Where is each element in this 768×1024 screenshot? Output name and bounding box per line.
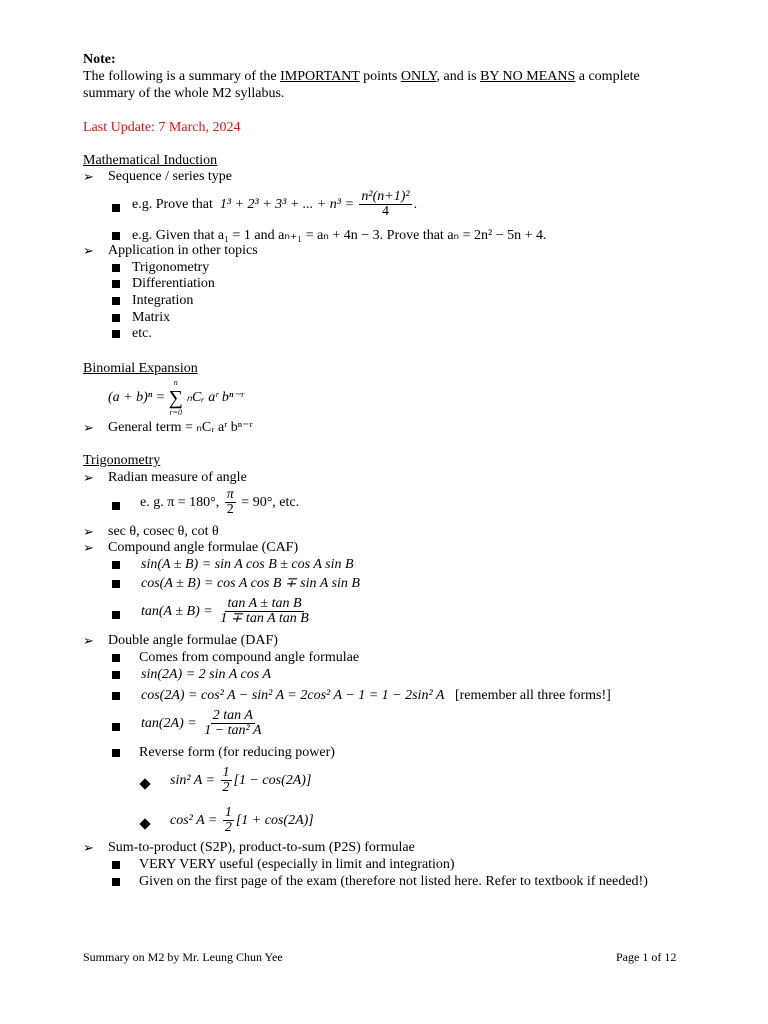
daf-source: Comes from compound angle formulae	[139, 650, 360, 665]
s2p-note-1: VERY VERY useful (especially in limit and integration)	[139, 857, 455, 872]
arrow-bullet-icon: ➢	[83, 524, 94, 539]
section-heading-trig: Trigonometry	[83, 453, 161, 468]
reverse-sin: sin² A = $\frac{1}{2}$ [1 − cos(2A)]	[170, 765, 312, 796]
square-bullet-icon	[112, 314, 120, 322]
square-bullet-icon	[112, 749, 120, 757]
footer-page-number: Page 1 of 12	[616, 950, 677, 964]
daf-cos: cos(2A) = cos² A − sin² A = 2cos² A − 1 = 1 − 2sin² A [remember all three forms!]	[141, 688, 611, 703]
square-bullet-icon	[112, 280, 120, 288]
caf-sin: sin(A ± B) = sin A cos B ± cos A sin B	[141, 557, 354, 572]
trig-s2p: Sum-to-product (S2P), product-to-sum (P2S) formulae	[108, 840, 415, 855]
arrow-bullet-icon: ➢	[83, 420, 94, 435]
arrow-bullet-icon: ➢	[83, 540, 94, 555]
topic-item: Trigonometry	[132, 260, 210, 275]
square-bullet-icon	[112, 561, 120, 569]
topic-item: Integration	[132, 293, 194, 308]
square-bullet-icon	[112, 502, 120, 510]
note-line-2: summary of the whole M2 syllabus.	[83, 86, 285, 101]
arrow-bullet-icon: ➢	[83, 169, 94, 184]
daf-tan: tan(2A) = $\frac{\text{2 tan A}}{\text{1 − tan² A}}$	[141, 708, 262, 739]
square-bullet-icon	[112, 264, 120, 272]
topic-item: Differentiation	[132, 276, 215, 291]
square-bullet-icon	[112, 330, 120, 338]
square-bullet-icon	[112, 297, 120, 305]
diamond-bullet-icon	[139, 778, 150, 789]
square-bullet-icon	[112, 232, 120, 240]
diamond-bullet-icon	[139, 818, 150, 829]
daf-sin: sin(2A) = 2 sin A cos A	[141, 667, 272, 682]
trig-reciprocal: sec θ, cosec θ, cot θ	[108, 524, 219, 539]
square-bullet-icon	[112, 723, 120, 731]
square-bullet-icon	[112, 692, 120, 700]
square-bullet-icon	[112, 204, 120, 212]
square-bullet-icon	[112, 671, 120, 679]
caf-tan: tan(A ± B) = $\frac{\text{tan A ± tan B}}{\text{1 ∓ tan A tan B}}$	[141, 596, 309, 627]
square-bullet-icon	[112, 654, 120, 662]
square-bullet-icon	[112, 878, 120, 886]
induction-application: Application in other topics	[108, 243, 258, 258]
arrow-bullet-icon: ➢	[83, 633, 94, 648]
caf-cos: cos(A ± B) = cos A cos B ∓ sin A sin B	[141, 576, 360, 591]
trig-radian: Radian measure of angle	[108, 470, 247, 485]
square-bullet-icon	[112, 611, 120, 619]
topic-item: Matrix	[132, 310, 171, 325]
induction-seq: Sequence / series type	[108, 169, 233, 184]
radian-example: e. g. π = 180°, $\frac{\pi}{2}$ = 90°, etc.	[140, 487, 300, 518]
note-heading: Note:	[83, 52, 116, 67]
binomial-formula: (a + b)ⁿ = n ∑ r=0 ₙCᵣ aʳ bⁿ⁻ʳ	[108, 378, 244, 417]
footer-author: Summary on M2 by Mr. Leung Chun Yee	[83, 950, 283, 964]
square-bullet-icon	[112, 861, 120, 869]
arrow-bullet-icon: ➢	[83, 243, 94, 258]
induction-example-1: e.g. Prove that 1³ + 2³ + 3³ + ... + n³ = $\frac{\text{n²(n+1)²}}{4}$ .	[132, 189, 418, 220]
arrow-bullet-icon: ➢	[83, 470, 94, 485]
reverse-cos: cos² A = $\frac{1}{2}$ [1 + cos(2A)]	[170, 805, 314, 836]
binomial-general-term: General term = ₙCᵣ aʳ bⁿ⁻ʳ	[108, 420, 253, 435]
note-line-1: The following is a summary of the IMPORTANT points ONLY, and is BY NO MEANS a complete	[83, 69, 640, 84]
topic-item: etc.	[132, 326, 152, 341]
s2p-note-2: Given on the first page of the exam (therefore not listed here. Refer to textbook if needed!)	[139, 874, 648, 889]
last-update: Last Update: 7 March, 2024	[83, 120, 241, 135]
trig-daf: Double angle formulae (DAF)	[108, 633, 278, 648]
section-heading-binomial: Binomial Expansion	[83, 361, 198, 376]
trig-caf: Compound angle formulae (CAF)	[108, 540, 299, 555]
reverse-form: Reverse form (for reducing power)	[139, 745, 335, 760]
section-heading-induction: Mathematical Induction	[83, 153, 218, 168]
arrow-bullet-icon: ➢	[83, 840, 94, 855]
induction-example-2: e.g. Given that a₁ = 1 and aₙ₊₁ = aₙ + 4n − 3. Prove that aₙ = 2n² − 5n + 4.	[132, 228, 547, 243]
square-bullet-icon	[112, 580, 120, 588]
